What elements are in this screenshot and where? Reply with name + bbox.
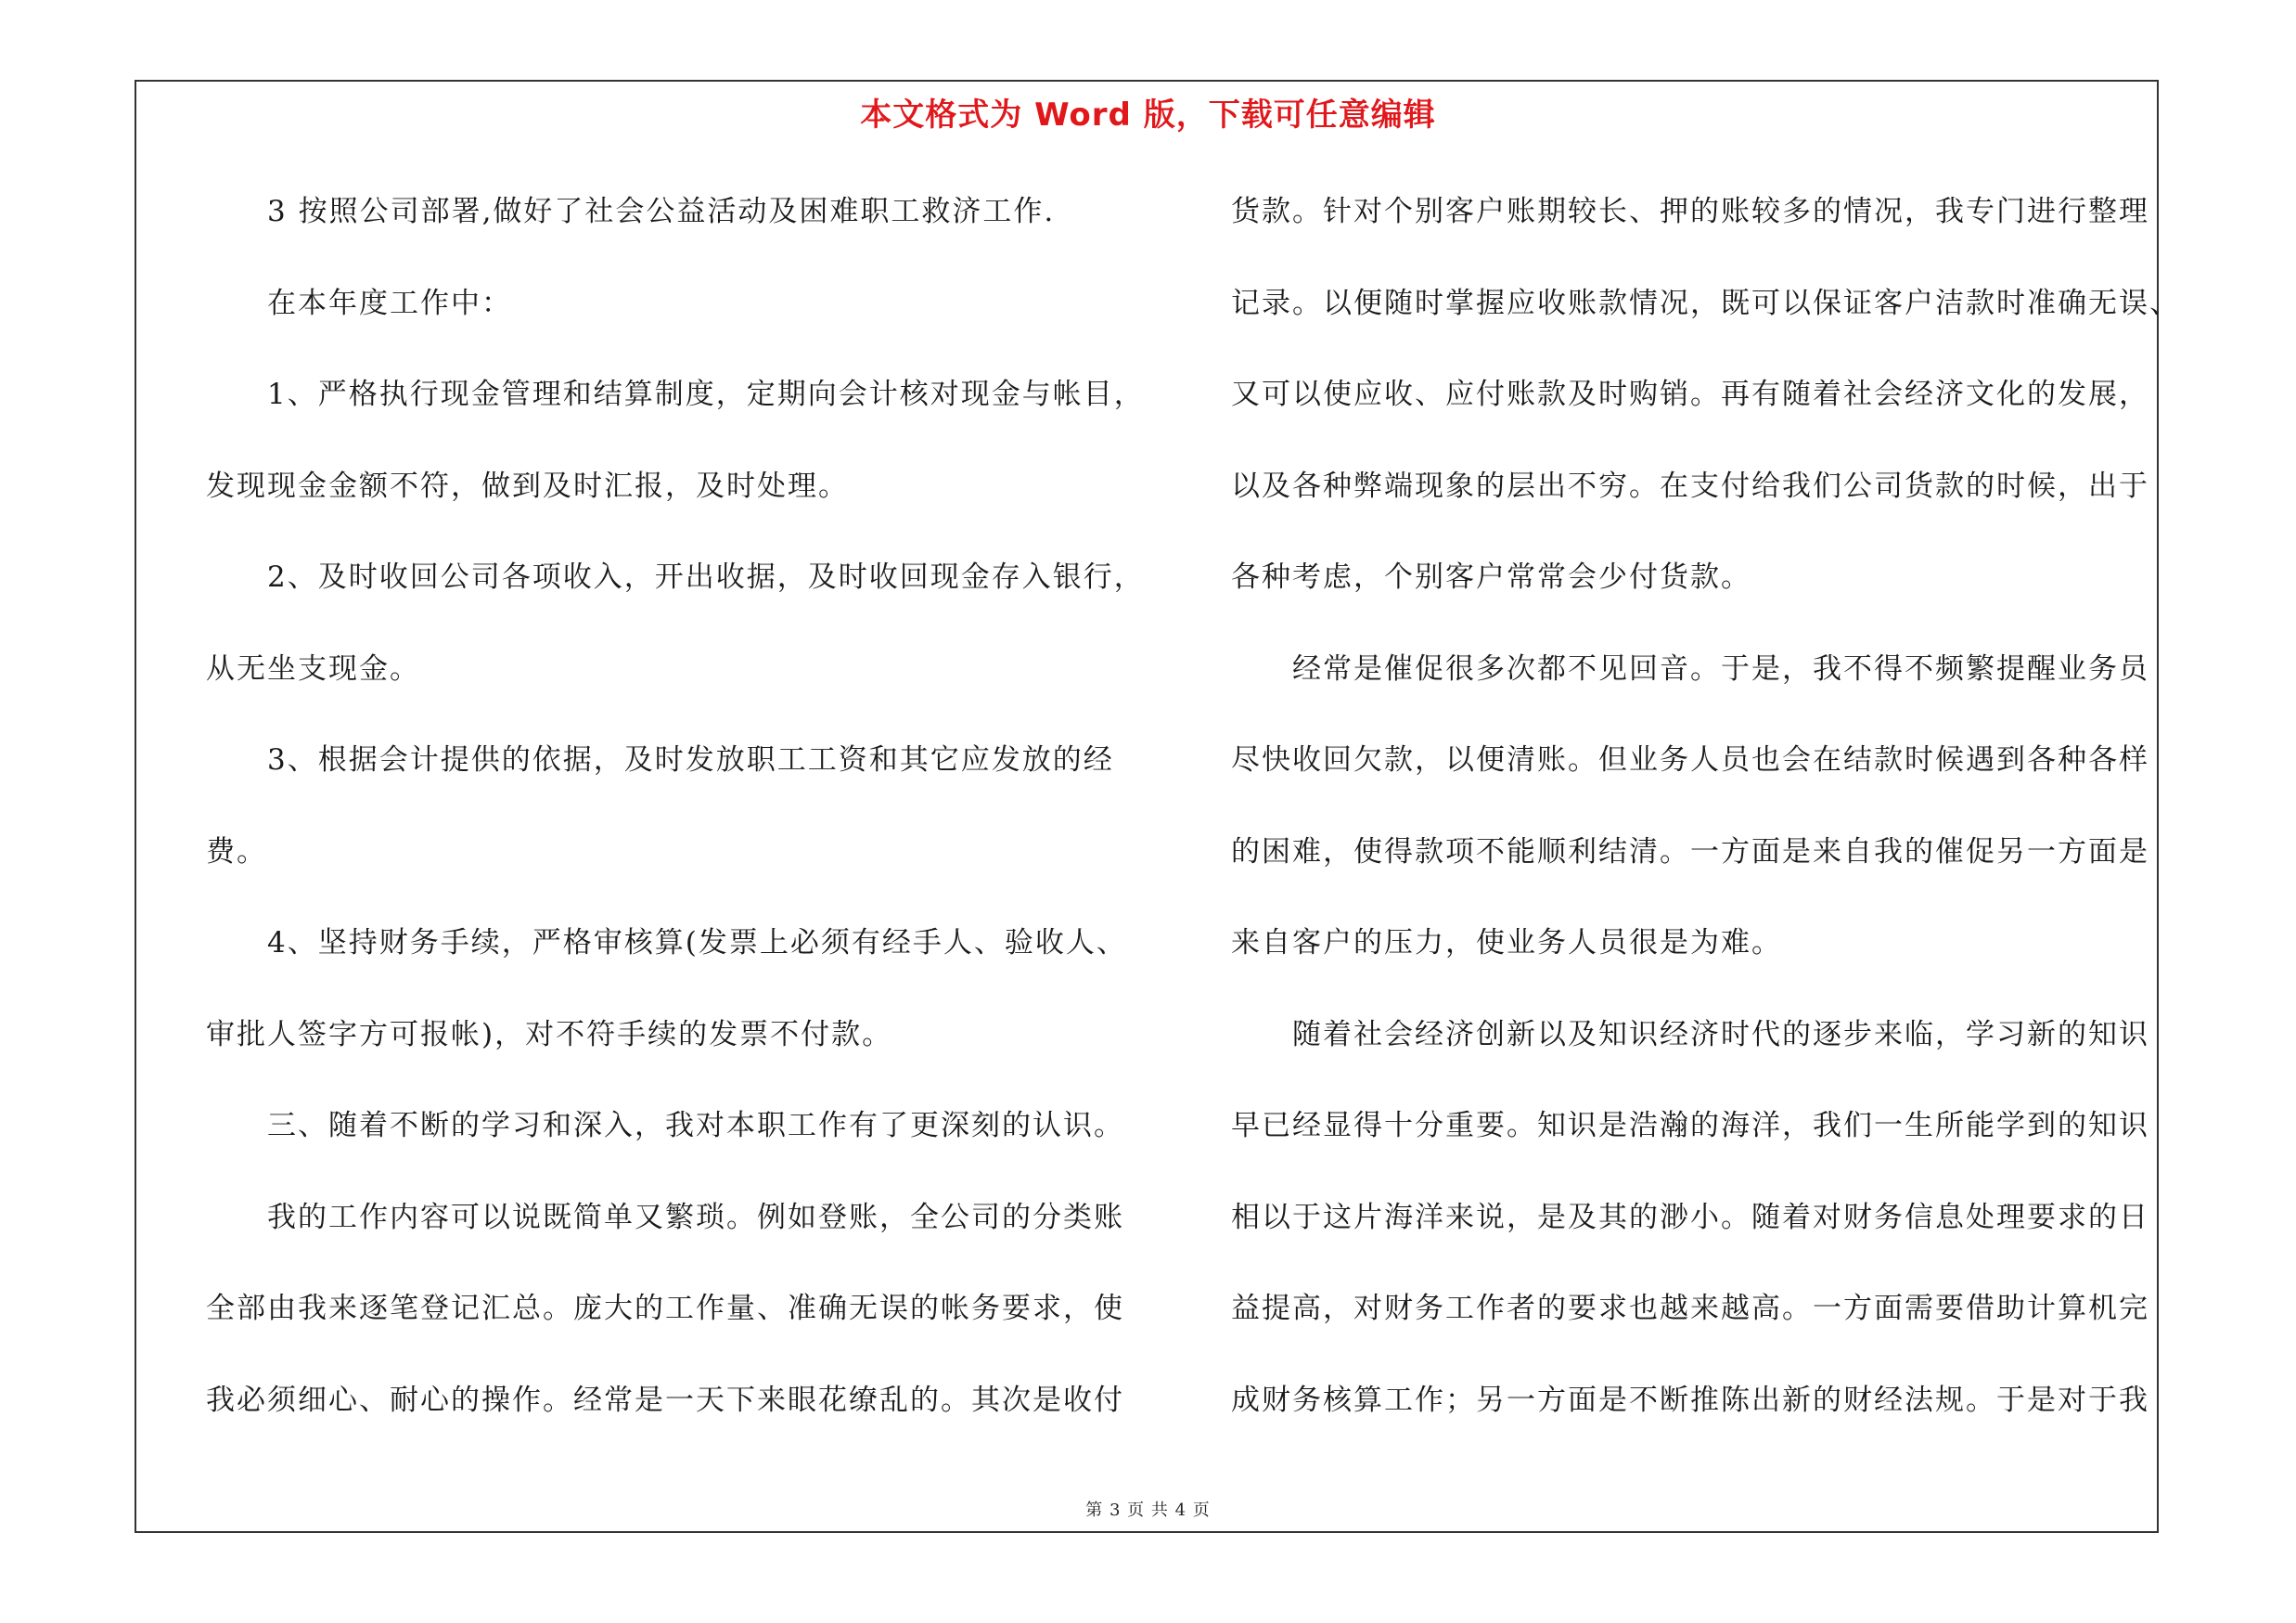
text-line: 发现现金金额不符，做到及时汇报，及时处理。 xyxy=(206,469,849,503)
text-line: 2、及时收回公司各项收入，开出收据，及时收回现金存入银行， xyxy=(267,560,1145,594)
text-line: 早已经显得十分重要。知识是浩瀚的海洋，我们一生所能学到的知识 xyxy=(1231,1109,2149,1142)
text-line: 从无坐支现金。 xyxy=(206,651,420,686)
text-line: 4、坚持财务手续，严格审核算(发票上必须有经手人、验收人、 xyxy=(267,926,1127,960)
text-line: 审批人签字方可报帐)，对不符手续的发票不付款。 xyxy=(206,1017,893,1051)
text-line: 经常是催促很多次都不见回音。于是，我不得不频繁提醒业务员 xyxy=(1292,651,2149,686)
page-number-footer: 第 3 页 共 4 页 xyxy=(1085,1501,1211,1520)
text-line: 又可以使应收、应付账款及时购销。再有随着社会经济文化的发展， xyxy=(1231,378,2149,411)
text-line: 成财务核算工作；另一方面是不断推陈出新的财经法规。于是对于我 xyxy=(1231,1383,2149,1417)
text-line: 的困难，使得款项不能顺利结清。一方面是来自我的催促另一方面是 xyxy=(1231,834,2149,869)
text-line: 我必须细心、耐心的操作。经常是一天下来眼花缭乱的。其次是收付 xyxy=(206,1383,1124,1417)
text-line: 各种考虑，个别客户常常会少付货款。 xyxy=(1231,560,1751,594)
text-line: 在本年度工作中： xyxy=(267,286,512,320)
text-line: 以及各种弊端现象的层出不穷。在支付给我们公司货款的时候，出于 xyxy=(1231,469,2149,503)
left-column xyxy=(206,184,1145,1463)
text-line: 1、严格执行现金管理和结算制度，定期向会计核对现金与帐目， xyxy=(267,378,1145,411)
text-line: 相以于这片海洋来说，是及其的渺小。随着对财务信息处理要求的日 xyxy=(1231,1200,2149,1234)
text-line: 记录。以便随时掌握应收账款情况，既可以保证客户洁款时准确无误、 xyxy=(1231,286,2180,320)
text-line: 我的工作内容可以说既简单又繁琐。例如登账，全公司的分类账 xyxy=(267,1200,1124,1234)
text-line: 全部由我来逐笔登记汇总。庞大的工作量、准确无误的帐务要求，使 xyxy=(206,1292,1124,1325)
right-column xyxy=(1231,184,2180,1463)
text-line: 3 按照公司部署,做好了社会公益活动及困难职工救济工作. xyxy=(267,195,1056,228)
text-line: 3、根据会计提供的依据，及时发放职工工资和其它应发放的经 xyxy=(267,743,1114,777)
text-line: 三、随着不断的学习和深入，我对本职工作有了更深刻的认识。 xyxy=(267,1109,1124,1142)
text-line: 费。 xyxy=(206,834,267,869)
text-line: 来自客户的压力，使业务人员很是为难。 xyxy=(1231,926,1782,960)
text-line: 随着社会经济创新以及知识经济时代的逐步来临，学习新的知识 xyxy=(1292,1017,2149,1051)
text-line: 尽快收回欠款，以便清账。但业务人员也会在结款时候遇到各种各样 xyxy=(1231,743,2149,777)
text-line: 益提高，对财务工作者的要求也越来越高。一方面需要借助计算机完 xyxy=(1231,1292,2149,1325)
text-line: 货款。针对个别客户账期较长、押的账较多的情况，我专门进行整理 xyxy=(1231,195,2149,228)
format-banner: 本文格式为 Word 版，下载可任意编辑 xyxy=(860,97,1436,134)
